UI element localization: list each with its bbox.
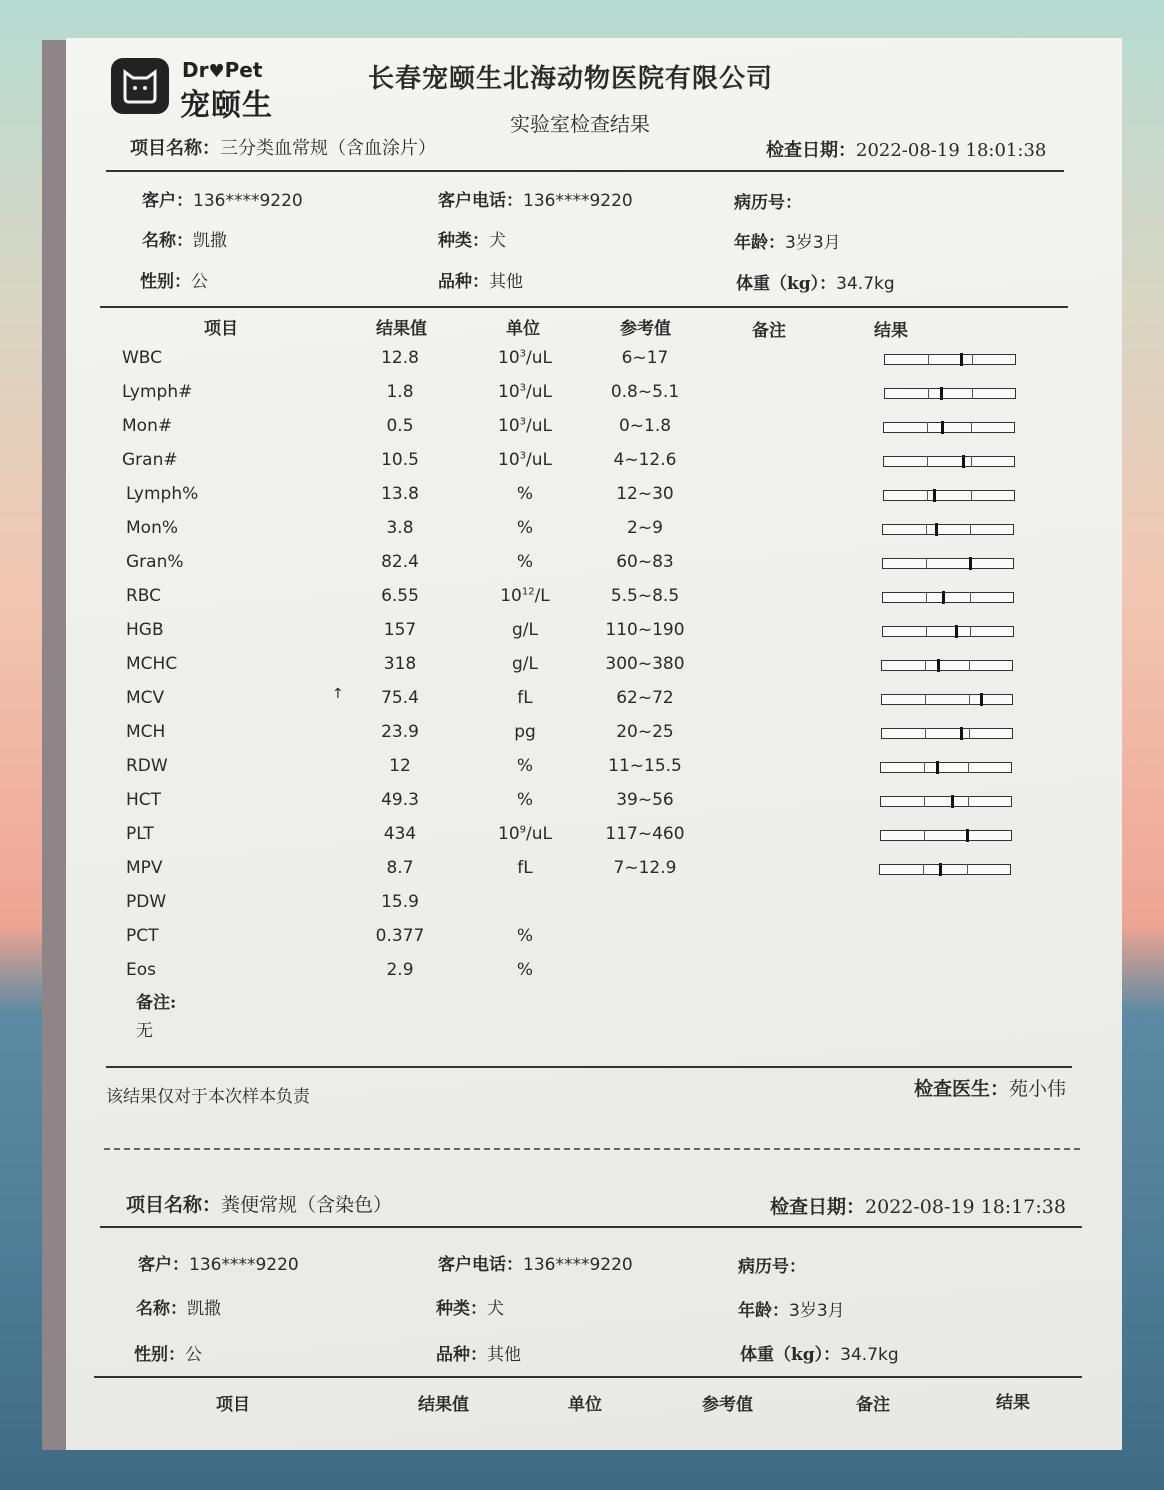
row-value: 12.8	[381, 348, 419, 368]
result-marker	[969, 557, 972, 570]
unit-exponent: 3	[519, 382, 527, 394]
range-bound-tick	[926, 592, 927, 603]
exam-date-value: 2022-08-19 18:01:38	[856, 140, 1047, 161]
row-value: 82.4	[381, 552, 419, 572]
range-bound-tick	[927, 490, 928, 501]
range-bound-tick	[924, 762, 925, 773]
result-marker	[962, 455, 965, 468]
record-field: 病历号：	[734, 193, 802, 213]
result-range-bar	[883, 422, 1015, 433]
col-header-result: 结果	[874, 321, 908, 341]
range-bound-tick	[969, 660, 970, 671]
row-item-name: MCV	[126, 688, 165, 708]
unit-base: 10	[498, 450, 520, 470]
row-reference: 39~56	[616, 790, 674, 810]
row-value: 10.5	[381, 450, 419, 470]
col-header-note-2: 备注	[856, 1395, 890, 1415]
row-value: 1.8	[386, 382, 414, 402]
result-range-bar	[881, 660, 1013, 671]
unit-base: %	[516, 518, 534, 538]
result-range-bar	[883, 490, 1015, 501]
row-unit	[490, 790, 560, 810]
range-bound-tick	[970, 626, 971, 637]
result-marker	[941, 421, 944, 434]
range-bound-tick	[923, 864, 924, 875]
row-value: 12	[389, 756, 411, 776]
row-unit	[490, 552, 560, 572]
range-bound-tick	[970, 524, 971, 535]
species-field: 种类：犬	[438, 231, 506, 251]
breed-field-2: 品种：其他	[436, 1345, 521, 1365]
unit-tail: /uL	[526, 824, 552, 844]
row-reference: 60~83	[616, 552, 674, 572]
row-item-name: Mon%	[126, 518, 178, 538]
row-reference: 5.5~8.5	[610, 586, 680, 606]
unit-base: 10	[500, 586, 522, 606]
range-bound-tick	[971, 422, 972, 433]
result-range-bar	[881, 728, 1013, 739]
unit-base: %	[516, 926, 534, 946]
remarks-text: 无	[136, 1021, 153, 1041]
row-unit	[490, 960, 560, 980]
row-item-name: Lymph#	[122, 382, 193, 402]
row-unit	[490, 450, 560, 470]
company-name: 长春宠颐生北海动物医院有限公司	[368, 64, 774, 94]
col-header-value: 结果值	[376, 319, 427, 339]
row-unit	[490, 484, 560, 504]
result-range-bar	[882, 626, 1014, 637]
brand-pet: Pet	[224, 58, 263, 82]
row-unit	[490, 586, 560, 606]
row-item-name: HCT	[126, 790, 162, 810]
result-range-bar	[880, 762, 1012, 773]
range-bound-tick	[972, 388, 973, 399]
col-header-ref: 参考值	[620, 319, 671, 339]
row-value: 13.8	[381, 484, 419, 504]
row-item-name: Lymph%	[126, 484, 199, 504]
row-value: 157	[383, 620, 417, 640]
row-unit	[490, 348, 560, 368]
row-reference: 20~25	[616, 722, 674, 742]
unit-base: g/L	[512, 654, 538, 674]
tear-line	[104, 1148, 1080, 1150]
doctor-row	[914, 1074, 1066, 1101]
result-marker	[940, 387, 943, 400]
unit-base: 10	[498, 824, 520, 844]
client-field-2: 客户：136****9220	[138, 1255, 299, 1275]
unit-exponent: 12	[521, 586, 535, 598]
unit-exponent: 9	[519, 824, 527, 836]
range-bound-tick	[972, 354, 973, 365]
unit-base: %	[516, 756, 534, 776]
age-field-2: 年龄：3岁3月	[738, 1301, 845, 1321]
range-bound-tick	[968, 796, 969, 807]
client-field: 客户：136****9220	[142, 191, 303, 211]
row-item-name: RDW	[126, 756, 168, 776]
row-value: 3.8	[386, 518, 414, 538]
col-header-unit-2: 单位	[568, 1395, 602, 1415]
row-item-name: MPV	[126, 858, 163, 878]
row-value: 23.9	[381, 722, 419, 742]
project-name-row	[130, 134, 436, 160]
result-range-bar	[882, 592, 1014, 603]
unit-base: %	[516, 960, 534, 980]
divider	[106, 170, 1064, 172]
col-header-value-2: 结果值	[418, 1395, 469, 1415]
result-range-bar	[881, 694, 1013, 705]
row-reference: 4~12.6	[613, 450, 677, 470]
remarks-label: 备注:	[136, 993, 177, 1013]
unit-tail: /uL	[526, 382, 552, 402]
col-header-unit: 单位	[506, 319, 540, 339]
row-value: 49.3	[381, 790, 419, 810]
unit-base: 10	[498, 416, 520, 436]
result-marker	[939, 863, 942, 876]
result-range-bar	[884, 388, 1016, 399]
range-bound-tick	[970, 592, 971, 603]
divider	[100, 306, 1068, 308]
range-bound-tick	[928, 388, 929, 399]
doctor-label: 检查医生：	[914, 1078, 1010, 1100]
divider	[106, 1066, 1072, 1068]
range-bound-tick	[971, 456, 972, 467]
result-marker	[937, 659, 940, 672]
col-header-ref-2: 参考值	[702, 1395, 753, 1415]
row-unit	[490, 518, 560, 538]
row-reference: 62~72	[616, 688, 674, 708]
range-bound-tick	[925, 660, 926, 671]
row-unit	[490, 416, 560, 436]
row-reference: 300~380	[605, 654, 685, 674]
unit-tail: /L	[534, 586, 550, 606]
range-bound-tick	[925, 694, 926, 705]
col-header-note: 备注	[752, 321, 786, 341]
phone-field: 客户电话：136****9220	[438, 191, 633, 211]
unit-base: fL	[517, 858, 533, 878]
result-range-bar	[880, 796, 1012, 807]
disclaimer: 该结果仅对于本次样本负责	[106, 1087, 310, 1107]
exam-date-row-2: 检查日期：2022-08-19 18:17:38	[770, 1196, 1066, 1218]
result-range-bar	[882, 524, 1014, 535]
row-unit	[490, 688, 560, 708]
range-bound-tick	[969, 694, 970, 705]
row-value: 6.55	[381, 586, 419, 606]
row-reference: 11~15.5	[608, 756, 682, 776]
row-reference: 12~30	[616, 484, 674, 504]
breed-field: 品种：其他	[438, 272, 523, 292]
row-reference: 0~1.8	[618, 416, 672, 436]
row-item-name: PDW	[126, 892, 167, 912]
range-bound-tick	[924, 830, 925, 841]
range-bound-tick	[925, 728, 926, 739]
row-unit	[490, 858, 560, 878]
row-unit	[490, 756, 560, 776]
row-item-name: MCH	[126, 722, 166, 742]
row-value: 8.7	[386, 858, 414, 878]
sex-field-2: 性别：公	[134, 1345, 202, 1365]
unit-exponent: 3	[519, 416, 527, 428]
col-header-result-2: 结果	[996, 1393, 1030, 1413]
result-marker	[942, 591, 945, 604]
row-item-name: Eos	[126, 960, 156, 980]
species-field-2: 种类：犬	[436, 1299, 504, 1319]
cat-logo-icon	[111, 58, 169, 114]
row-unit	[490, 382, 560, 402]
row-value: 2.9	[386, 960, 414, 980]
result-marker	[951, 795, 954, 808]
lab-report-paper	[66, 38, 1122, 1450]
unit-base: fL	[517, 688, 533, 708]
result-marker	[966, 829, 969, 842]
result-range-bar	[884, 354, 1016, 365]
result-marker	[960, 353, 963, 366]
heart-icon: ♥	[208, 61, 225, 82]
exam-date-label: 检查日期：	[766, 140, 856, 161]
result-marker	[935, 523, 938, 536]
result-range-bar	[880, 830, 1012, 841]
phone-field-2: 客户电话：136****9220	[438, 1255, 633, 1275]
row-value: 0.5	[386, 416, 414, 436]
unit-tail: /uL	[526, 348, 552, 368]
unit-base: 10	[498, 348, 520, 368]
doctor-name: 苑小伟	[1009, 1078, 1067, 1100]
divider	[100, 1226, 1082, 1228]
row-item-name: PCT	[126, 926, 159, 946]
row-reference: 6~17	[621, 348, 669, 368]
row-item-name: WBC	[122, 348, 163, 368]
project-value: 三分类血常规（含血涂片）	[220, 138, 436, 159]
row-item-name: Gran%	[126, 552, 184, 572]
divider	[94, 1376, 1082, 1378]
row-item-name: MCHC	[126, 654, 178, 674]
record-field-2: 病历号：	[738, 1257, 806, 1277]
age-field: 年龄：3岁3月	[734, 233, 841, 253]
row-reference: 110~190	[605, 620, 685, 640]
pet-name-field-2: 名称：凯撒	[136, 1299, 221, 1319]
range-bound-tick	[927, 456, 928, 467]
result-marker	[933, 489, 936, 502]
weight-field: 体重（kg）：34.7kg	[736, 274, 895, 294]
row-unit	[490, 722, 560, 742]
result-marker	[955, 625, 958, 638]
pet-name-field: 名称：凯撒	[142, 231, 227, 251]
unit-base: %	[516, 552, 534, 572]
range-bound-tick	[924, 796, 925, 807]
unit-base: %	[516, 484, 534, 504]
weight-field-2: 体重（kg）：34.7kg	[740, 1345, 899, 1365]
result-range-bar	[882, 558, 1014, 569]
exam-date-row	[766, 136, 1046, 162]
high-flag-icon: ↑	[332, 686, 344, 702]
unit-exponent: 3	[519, 450, 527, 462]
row-item-name: Mon#	[122, 416, 173, 436]
range-bound-tick	[969, 728, 970, 739]
range-bound-tick	[927, 422, 928, 433]
range-bound-tick	[926, 524, 927, 535]
row-item-name: HGB	[126, 620, 164, 640]
result-range-bar	[879, 864, 1011, 875]
row-value: 15.9	[381, 892, 419, 912]
unit-tail: /uL	[526, 450, 552, 470]
unit-tail: /uL	[526, 416, 552, 436]
row-unit	[490, 654, 560, 674]
unit-exponent: 3	[519, 348, 527, 360]
row-item-name: PLT	[126, 824, 154, 844]
result-marker	[980, 693, 983, 706]
col-header-item: 项目	[204, 319, 238, 339]
unit-base: 10	[498, 382, 520, 402]
row-reference: 7~12.9	[613, 858, 677, 878]
range-bound-tick	[967, 864, 968, 875]
range-bound-tick	[971, 490, 972, 501]
row-value: 0.377	[375, 926, 425, 946]
unit-base: g/L	[512, 620, 538, 640]
sex-field: 性别：公	[140, 272, 208, 292]
brand-chinese: 宠颐生	[180, 88, 273, 123]
col-header-item-2: 项目	[216, 1395, 250, 1415]
result-marker	[960, 727, 963, 740]
row-item-name: RBC	[126, 586, 162, 606]
row-unit	[490, 620, 560, 640]
row-reference: 2~9	[627, 518, 663, 538]
report-subtitle: 实验室检查结果	[510, 112, 650, 136]
project-label: 项目名称：	[130, 138, 220, 159]
brand-english	[182, 58, 262, 82]
range-bound-tick	[926, 626, 927, 637]
project-name-row-2: 项目名称：粪便常规（含染色）	[126, 1194, 393, 1216]
range-bound-tick	[928, 354, 929, 365]
row-unit	[490, 824, 560, 844]
unit-base: pg	[514, 722, 536, 742]
unit-base: %	[516, 790, 534, 810]
result-range-bar	[883, 456, 1015, 467]
result-marker	[936, 761, 939, 774]
row-unit	[490, 926, 560, 946]
row-reference: 0.8~5.1	[610, 382, 680, 402]
row-reference: 117~460	[605, 824, 685, 844]
row-value: 75.4	[381, 688, 419, 708]
row-value: 318	[383, 654, 417, 674]
row-item-name: Gran#	[122, 450, 178, 470]
row-value: 434	[383, 824, 417, 844]
brand-dr: Dr	[182, 58, 209, 82]
range-bound-tick	[968, 762, 969, 773]
range-bound-tick	[926, 558, 927, 569]
